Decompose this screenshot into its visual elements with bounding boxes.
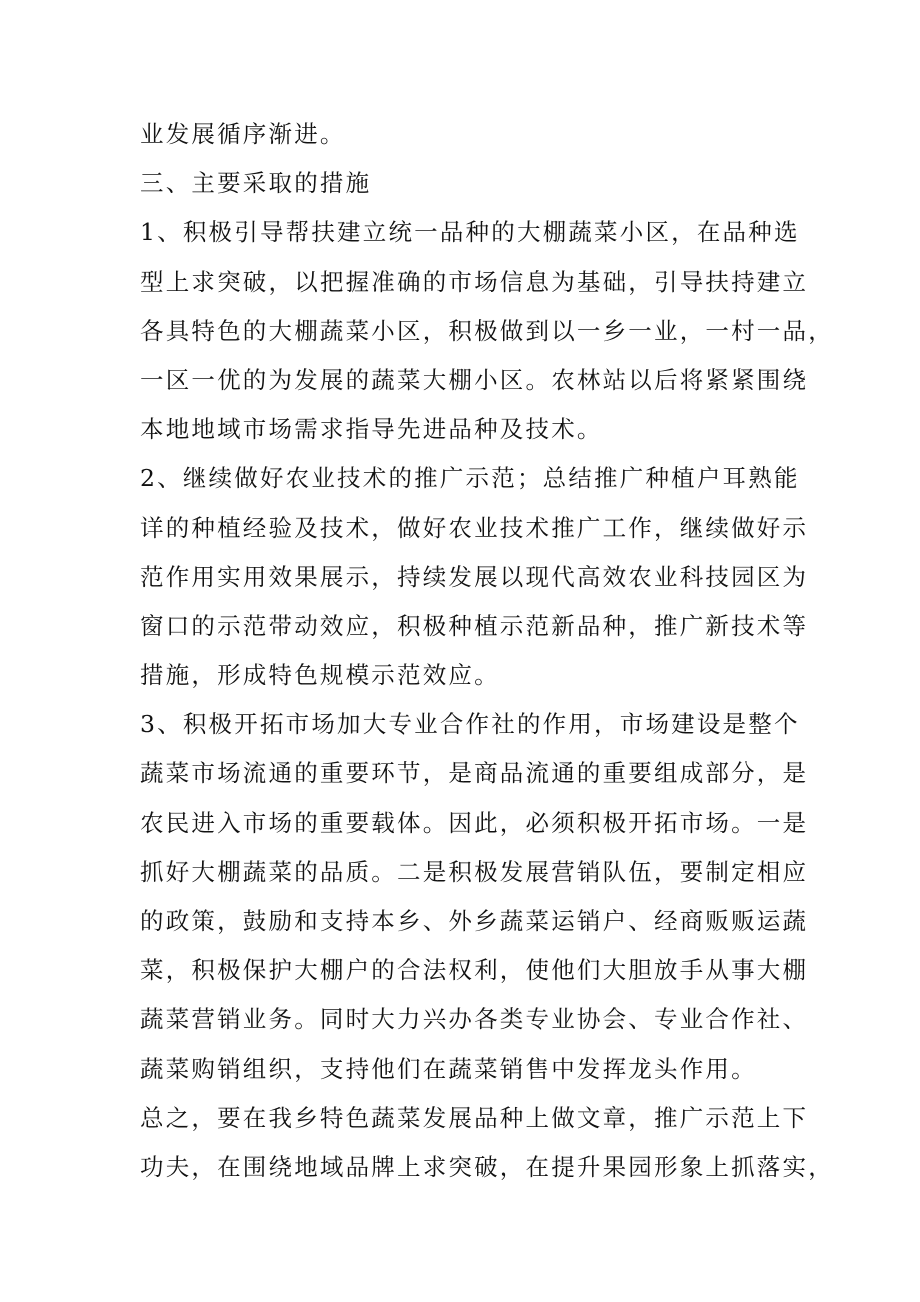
text-line: 蔬菜购销组织，支持他们在蔬菜销售中发挥龙头作用。 xyxy=(140,1054,757,1083)
text-line: 蔬菜市场流通的重要环节，是商品流通的重要组成部分，是 xyxy=(140,759,809,788)
text-line: 3、积极开拓市场加大专业合作社的作用，市场建设是整个 xyxy=(140,710,800,739)
text-line: 详的种植经验及技术，做好农业技术推广工作，继续做好示 xyxy=(140,513,809,542)
text-line: 功夫，在围绕地域品牌上求突破，在提升果园形象上抓落实， xyxy=(140,1152,834,1181)
text-line: 菜，积极保护大棚户的合法权利，使他们大胆放手从事大棚 xyxy=(140,956,809,985)
text-line: 本地地域市场需求指导先进品种及技术。 xyxy=(140,415,603,444)
text-line: 范作用实用效果展示，持续发展以现代高效农业科技园区为 xyxy=(140,562,809,591)
text-line: 一区一优的为发展的蔬菜大棚小区。农林站以后将紧紧围绕 xyxy=(140,365,809,394)
text-line: 总之，要在我乡特色蔬菜发展品种上做文章，推广示范上下 xyxy=(140,1103,809,1132)
text-line: 2、继续做好农业技术的推广示范；总结推广种植户耳熟能 xyxy=(140,464,800,493)
text-line: 措施，形成特色规模示范效应。 xyxy=(140,661,500,690)
text-line: 1、积极引导帮扶建立统一品种的大棚蔬菜小区，在品种选 xyxy=(140,218,800,247)
text-line: 的政策，鼓励和支持本乡、外乡蔬菜运销户、经商贩贩运蔬 xyxy=(140,907,809,935)
text-line: 蔬菜营销业务。同时大力兴办各类专业协会、专业合作社、 xyxy=(140,1005,809,1034)
section-heading: 三、主要采取的措施 xyxy=(140,169,372,198)
text-line: 抓好大棚蔬菜的品质。二是积极发展营销队伍，要制定相应 xyxy=(140,857,809,886)
text-line: 业发展循序渐进。 xyxy=(140,120,346,148)
text-line: 农民进入市场的重要载体。因此，必须积极开拓市场。一是 xyxy=(140,808,809,837)
text-line: 各具特色的大棚蔬菜小区，积极做到以一乡一业，一村一品， xyxy=(140,316,834,345)
body-text xyxy=(140,110,834,1192)
text-line: 窗口的示范带动效应，积极种植示范新品种，推广新技术等 xyxy=(140,611,809,640)
text-line: 型上求突破，以把握准确的市场信息为基础，引导扶持建立 xyxy=(140,267,809,296)
